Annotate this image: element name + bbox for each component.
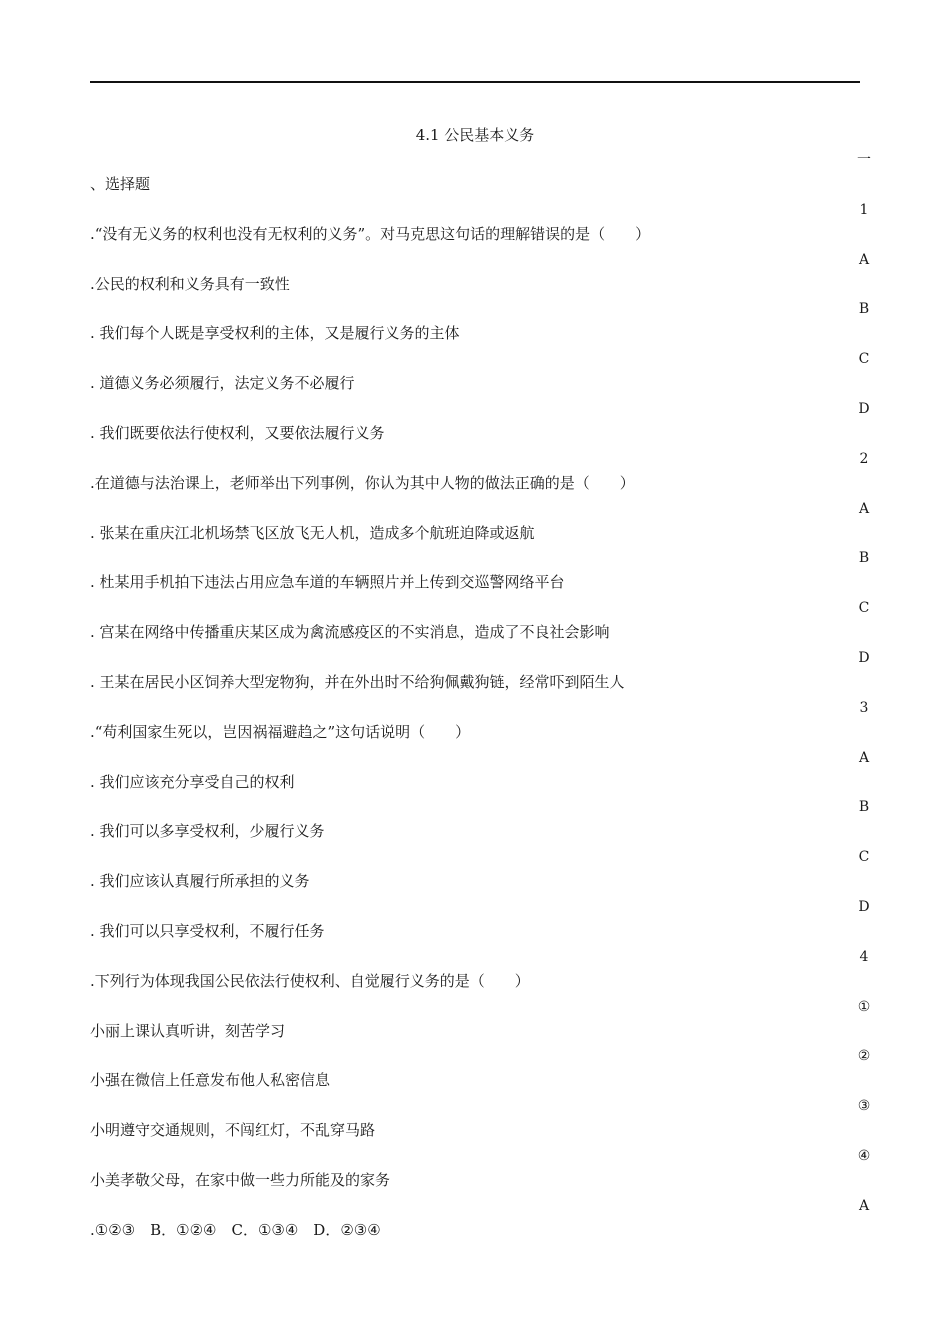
margin-label: ④ [857, 1148, 871, 1164]
margin-label: D [858, 401, 870, 417]
document-line: . 杜某用手机拍下违法占用应急车道的车辆照片并上传到交巡警网络平台 [90, 573, 565, 592]
document-line: 小丽上课认真听讲，刻苦学习 [90, 1021, 286, 1040]
document-line: 小美孝敬父母，在家中做一些力所能及的家务 [90, 1171, 391, 1189]
margin-label: A [858, 1197, 870, 1214]
margin-label: B [858, 799, 870, 816]
document-line: .“没有无义务的权利也没有无权利的义务”。对马克思这句话的理解错误的是（ ） [90, 224, 651, 243]
margin-label: 3 [859, 699, 869, 716]
margin-label: 4 [859, 948, 869, 965]
margin-label: A [858, 749, 870, 766]
margin-label: A [858, 500, 870, 517]
margin-label: C [858, 351, 870, 368]
header-rule [90, 81, 860, 83]
document-line: 小明遵守交通规则，不闯红灯，不乱穿马路 [90, 1121, 376, 1140]
margin-label: A [858, 251, 870, 268]
document-line: 、选择题 [90, 175, 151, 193]
document-line: . 我们应该认真履行所承担的义务 [90, 872, 310, 891]
margin-label: ① [857, 998, 871, 1015]
document-line: .下列行为体现我国公民依法行使权利、自觉履行义务的是（ ） [90, 971, 530, 990]
document-line: . 道德义务必须履行，法定义务不必履行 [90, 374, 355, 393]
document-line: .①②③ B．①②④ C．①③④ D．②③④ [90, 1220, 381, 1239]
document-line: . 我们既要依法行使权利，又要依法履行义务 [90, 424, 385, 442]
margin-label: C [858, 600, 870, 617]
margin-label: 1 [859, 201, 869, 218]
margin-label: 一 [857, 152, 871, 168]
margin-label: D [858, 899, 870, 915]
document-line: . 我们可以只享受权利，不履行任务 [90, 922, 325, 940]
document-line: .在道德与法治课上，老师举出下列事例，你认为其中人物的做法正确的是（ ） [90, 473, 635, 492]
document-line: .公民的权利和义务具有一致性 [90, 274, 290, 293]
document-line: . 王某在居民小区饲养大型宠物狗，并在外出时不给狗佩戴狗链，经常吓到陌生人 [90, 673, 625, 691]
margin-label: ③ [857, 1098, 871, 1115]
document-line: . 我们应该充分享受自己的权利 [90, 772, 295, 791]
document-line: . 我们可以多享受权利，少履行义务 [90, 822, 325, 841]
document-line: . 我们每个人既是享受权利的主体，又是履行义务的主体 [90, 324, 460, 343]
margin-label: D [858, 650, 870, 666]
margin-label: B [858, 550, 870, 567]
page-title: 4.1 公民基本义务 [415, 126, 535, 144]
document-line: . 张某在重庆江北机场禁飞区放飞无人机，造成多个航班迫降或返航 [90, 523, 535, 542]
margin-label: C [858, 849, 870, 866]
document-line: . 宫某在网络中传播重庆某区成为禽流感疫区的不实消息，造成了不良社会影响 [90, 623, 610, 642]
margin-label: 2 [859, 450, 869, 467]
document-line: .“苟利国家生死以，岂因祸福避趋之”这句话说明（ ） [90, 722, 471, 741]
margin-label: ② [857, 1048, 871, 1065]
document-line: 小强在微信上任意发布他人私密信息 [90, 1071, 331, 1090]
margin-label: B [858, 301, 870, 318]
